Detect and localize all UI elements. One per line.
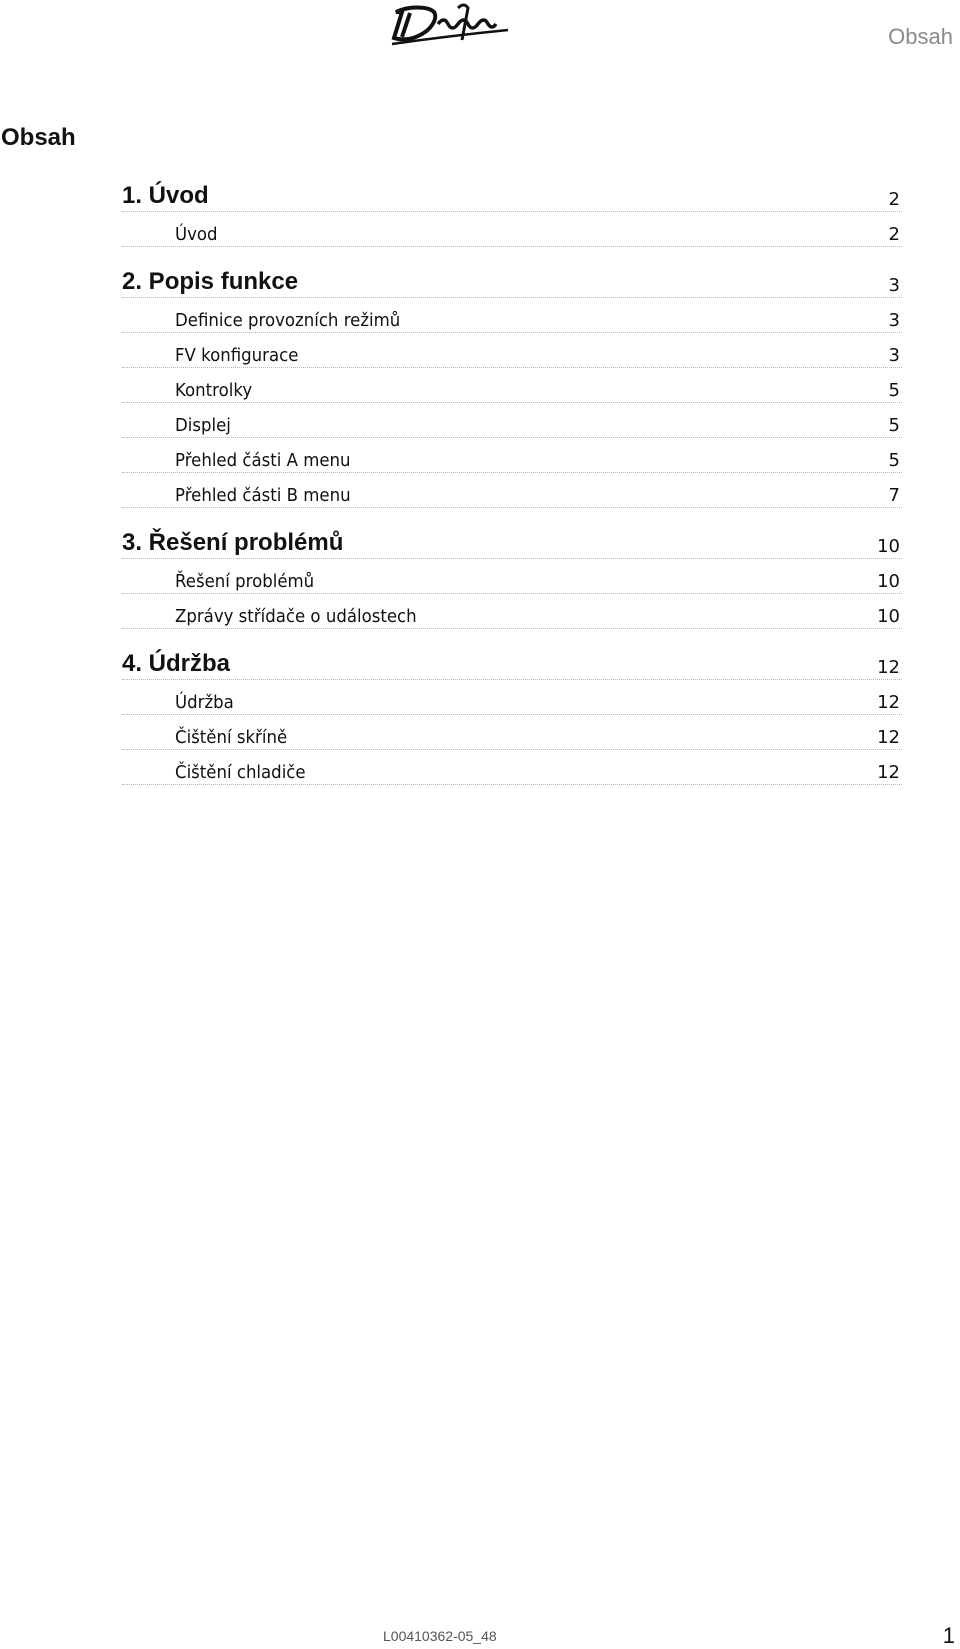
toc-chapter-row[interactable] bbox=[122, 527, 902, 559]
toc-entry-title: Kontrolky bbox=[175, 380, 253, 401]
toc-page-number: 10 bbox=[877, 606, 900, 627]
toc-section bbox=[122, 527, 902, 629]
toc-entry-title: Displej bbox=[175, 415, 231, 436]
toc-entry-title: Zprávy střídače o událostech bbox=[175, 606, 417, 627]
toc-section bbox=[122, 266, 902, 508]
toc-entry-title: Definice provozních režimů bbox=[175, 310, 401, 331]
toc-entry-row[interactable] bbox=[122, 750, 902, 785]
toc-page-number: 3 bbox=[888, 310, 900, 331]
toc-chapter-title: 3. Řešení problémů bbox=[122, 529, 344, 556]
toc-page-number: 2 bbox=[888, 189, 900, 210]
toc-page-number: 5 bbox=[888, 380, 900, 401]
toc-page-number: 10 bbox=[877, 536, 900, 557]
toc-entry-title: Řešení problémů bbox=[175, 571, 315, 592]
toc-section bbox=[122, 648, 902, 785]
toc-page-number: 5 bbox=[888, 415, 900, 436]
toc-page-number: 12 bbox=[877, 727, 900, 748]
page-title: Obsah bbox=[1, 124, 76, 151]
toc-entry-title: Přehled části A menu bbox=[175, 450, 351, 471]
toc-entry-row[interactable] bbox=[122, 403, 902, 438]
toc-entry-title: FV konfigurace bbox=[175, 345, 299, 366]
toc-section bbox=[122, 180, 902, 247]
toc-entry-row[interactable] bbox=[122, 212, 902, 247]
toc-page-number: 7 bbox=[888, 485, 900, 506]
toc-entry-row[interactable] bbox=[122, 715, 902, 750]
toc-page-number: 10 bbox=[877, 571, 900, 592]
toc-chapter-title: 2. Popis funkce bbox=[122, 268, 299, 295]
toc-entry-row[interactable] bbox=[122, 594, 902, 629]
toc-chapter-row[interactable] bbox=[122, 648, 902, 680]
toc-entry-row[interactable] bbox=[122, 680, 902, 715]
header-section-title: Obsah bbox=[888, 24, 953, 49]
toc-entry-title: Čištění skříně bbox=[175, 727, 288, 748]
toc-page-number: 3 bbox=[888, 345, 900, 366]
toc-entry-row[interactable] bbox=[122, 438, 902, 473]
table-of-contents bbox=[122, 180, 902, 785]
toc-page-number: 12 bbox=[877, 692, 900, 713]
toc-entry-row[interactable] bbox=[122, 368, 902, 403]
toc-entry-title: Údržba bbox=[175, 692, 234, 713]
toc-entry-title: Čištění chladiče bbox=[175, 762, 306, 783]
toc-page-number: 12 bbox=[877, 762, 900, 783]
toc-chapter-row[interactable] bbox=[122, 180, 902, 212]
toc-entry-row[interactable] bbox=[122, 298, 902, 333]
toc-entry-row[interactable] bbox=[122, 333, 902, 368]
toc-chapter-row[interactable] bbox=[122, 266, 902, 298]
toc-entry-row[interactable] bbox=[122, 473, 902, 508]
toc-page-number: 2 bbox=[888, 224, 900, 245]
toc-entry-title: Přehled části B menu bbox=[175, 485, 351, 506]
document-code: L00410362-05_48 bbox=[383, 1628, 497, 1644]
toc-page-number: 12 bbox=[877, 657, 900, 678]
toc-page-number: 3 bbox=[888, 275, 900, 296]
toc-entry-row[interactable] bbox=[122, 559, 902, 594]
danfoss-logo bbox=[388, 0, 512, 48]
toc-chapter-title: 4. Údržba bbox=[122, 650, 231, 677]
toc-entry-title: Úvod bbox=[175, 224, 218, 245]
page-number: 1 bbox=[942, 1623, 955, 1648]
toc-chapter-title: 1. Úvod bbox=[122, 182, 209, 209]
toc-page-number: 5 bbox=[888, 450, 900, 471]
